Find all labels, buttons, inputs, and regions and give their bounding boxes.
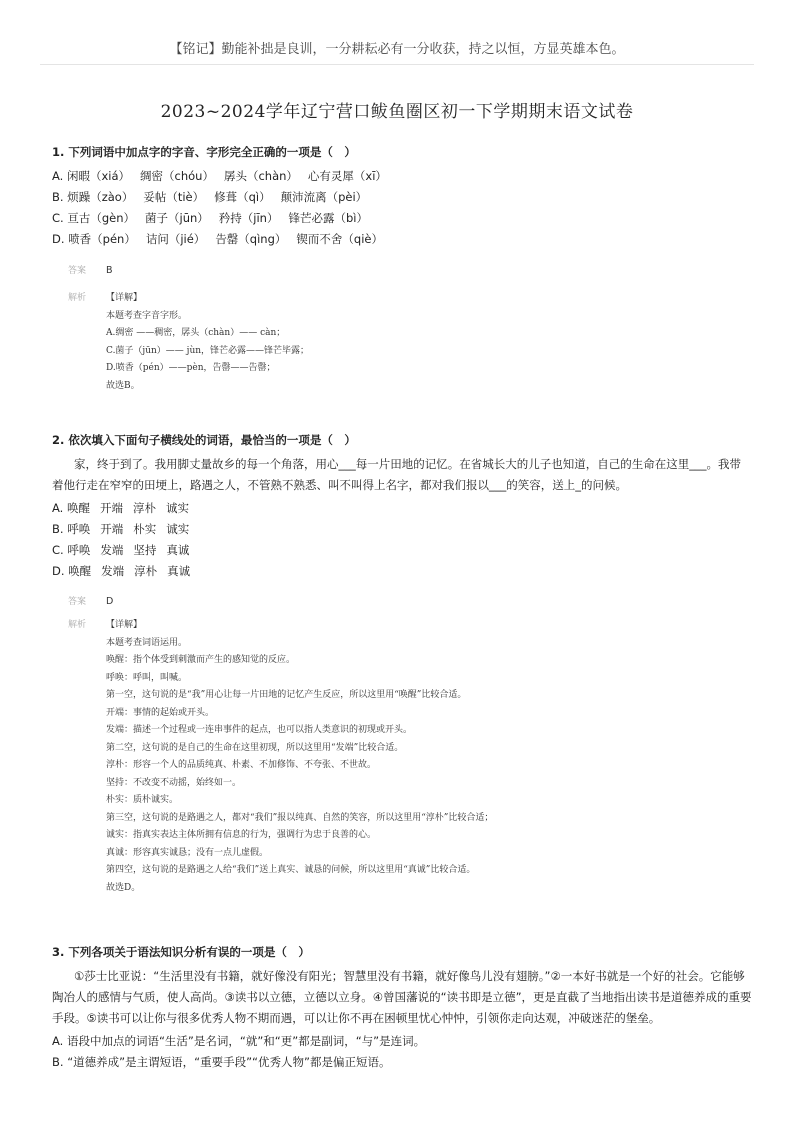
option-b[interactable]: B. “道德养成”是主谓短语，“重要手段”“优秀人物”都是偏正短语。 bbox=[52, 1055, 391, 1069]
option-d[interactable]: D. 唤醒 发端 淳朴 真诚 bbox=[52, 564, 191, 578]
explanation: 【详解】 本题考查字音字形。 A.绸密 ——稠密，孱头（chàn）—— càn； C.菌子（jūn）—— jùn，锋芒必露——锋芒毕露； D.喷香（pén）——pèn，告罄——告罄； 故选B。 bbox=[106, 293, 310, 391]
page-title: 2023~2024学年辽宁营口鲅鱼圈区初一下学期期末语文试卷 bbox=[160, 102, 634, 122]
question-stem: 3. 下列各项关于语法知识分析有误的一项是（ ） bbox=[52, 945, 310, 959]
answer-block-1 bbox=[68, 263, 748, 395]
header-divider bbox=[40, 64, 754, 65]
answer-value: B bbox=[106, 265, 113, 276]
option-a[interactable]: A. 闲暇（xiá） 绸密（chóu） 孱头（chàn） 心有灵犀（xī） bbox=[52, 169, 387, 183]
analysis-label: 解析 bbox=[68, 620, 87, 630]
answer-label: 答案 bbox=[68, 597, 87, 607]
option-a[interactable]: A. 语段中加点的词语“生活”是名词，“就”和“更”都是副词，“与”是连词。 bbox=[52, 1034, 426, 1048]
question-stem: 2. 依次填入下面句子横线处的词语，最恰当的一项是（ ） bbox=[52, 433, 356, 447]
explanation: 【详解】 本题考查词语运用。 唤醒：指个体受到刺激而产生的感知觉的反应。 呼唤：呼叫，叫喊。 第一空，这句说的是“我”用心让每一片田地的记忆产生反应，所以这里用“唤醒”比较合适。 开端：事情的起始或开头。 发端：描述一个过程或一连串事件的起点，也可以指人类意识的初现或开头。 第二空，这句说的是自己的生命在这里初现，所以这里用“发端”比较合适。 淳朴：形容一个人的品质纯真、朴素、不加修饰、不夸张、不世故。 坚持：不改变不动摇，始终如一。 朴实：质朴诚实。 第三空，这句说的是路遇之人，都对“我们”报以纯真、自然的笑容，所以这里用“淳朴”比较合适； 诚实：指真实表达主体所拥有信息的行为，强调行为忠于良善的心。 真诚：形容真实诚恳；没有一点儿虚假。 第四空，这句说的是路遇之人给“我们”送上真实、诚恳的问候，所以这里用“真诚”比较合适。 故选D。 bbox=[106, 620, 494, 893]
option-d[interactable]: D. 喷香（pén） 诘问（jié） 告罄（qìng） 锲而不舍（qiè） bbox=[52, 232, 383, 246]
question-stem: 1. 下列词语中加点字的字音、字形完全正确的一项是（ ） bbox=[52, 145, 356, 159]
option-b[interactable]: B. 烦躁（zào） 妥帖（tiè） 修葺（qì） 颠沛流离（pèi） bbox=[52, 190, 368, 204]
option-b[interactable]: B. 呼唤 开端 朴实 诚实 bbox=[52, 522, 190, 536]
answer-block-2 bbox=[68, 594, 748, 897]
question-2 bbox=[52, 432, 752, 582]
question-passage: 家，终于到了。我用脚丈量故乡的每一个角落，用心___每一片田地的记忆。在省城长大的儿子也知道，自己的生命在这里___。我带着他行走在窄窄的田埂上，路遇之人，不管熟不熟悉、叫不叫得上名字，都对我们报以___的笑容，送上_的问候。 bbox=[52, 457, 741, 492]
question-passage: ①莎士比亚说：“生活里没有书籍，就好像没有阳光；智慧里没有书籍，就好像鸟儿没有翅膀。”②一本好书就是一个好的社会。它能够陶冶人的感情与气质，使人高尚。③读书以立德，立德以立身。④曾国藩说的“读书即是立德”，更是直截了当地指出读书是道德养成的重要手段。⑤读书可以让你与很多优秀人物不期而遇，可以让你不再在困顿里忧心忡忡，引领你走向达观，冲破迷茫的堡垒。 bbox=[52, 969, 752, 1025]
option-a[interactable]: A. 唤醒 开端 淳朴 诚实 bbox=[52, 501, 189, 515]
question-1 bbox=[52, 144, 752, 250]
answer-value: D bbox=[106, 596, 114, 607]
option-c[interactable]: C. 呼唤 发端 坚持 真诚 bbox=[52, 543, 190, 557]
answer-label: 答案 bbox=[68, 266, 87, 276]
question-3 bbox=[52, 944, 752, 1073]
analysis-label: 解析 bbox=[68, 293, 87, 303]
header-motto: 【铭记】勤能补拙是良训，一分耕耘必有一分收获，持之以恒，方显英雄本色。 bbox=[169, 42, 625, 57]
option-c[interactable]: C. 亘古（gèn） 菌子（jūn） 矜持（jīn） 锋芒必露（bì） bbox=[52, 211, 368, 225]
